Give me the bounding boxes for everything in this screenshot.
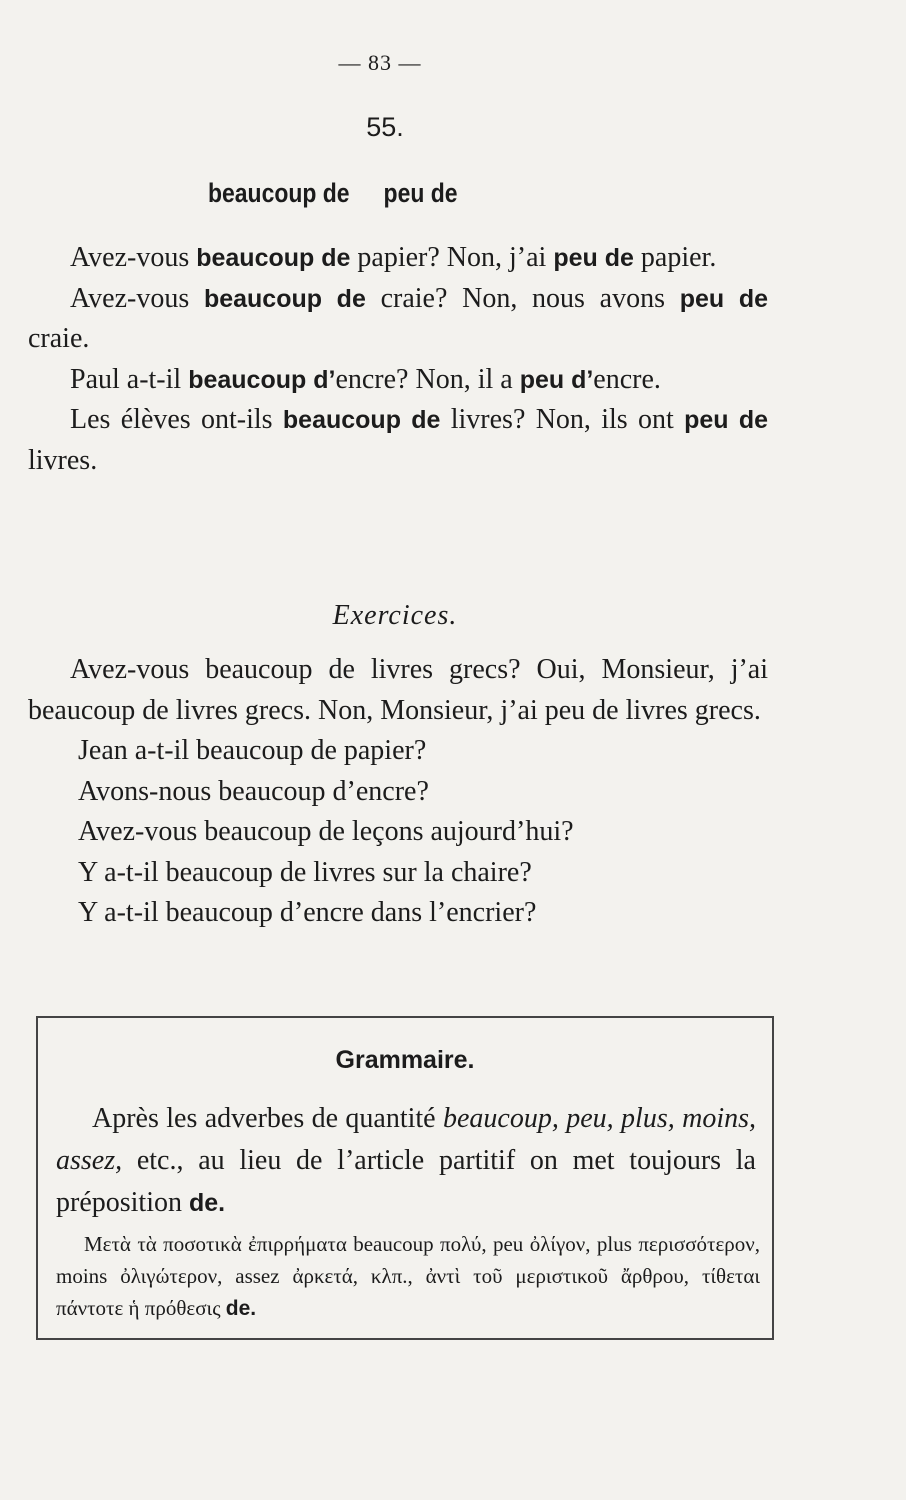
grammar-title: Grammaire. xyxy=(335,1046,475,1074)
example-paragraph: Paul a-t-il beaucoup d’encre? Non, il a peu d’encre. xyxy=(70,363,661,395)
lesson-title xyxy=(208,178,458,209)
title-right: peu de xyxy=(383,178,458,208)
page-number: — 83 — xyxy=(338,50,422,75)
lesson-number: 55. xyxy=(366,112,404,142)
example-paragraph: Avez-vous beaucoup de craie? Non, nous avons peu de craie. xyxy=(28,282,768,354)
exercise-question: Avons-nous beaucoup d’encre? xyxy=(78,775,429,807)
exercise-question: Y a-t-il beaucoup d’encre dans l’encrier? xyxy=(78,897,537,928)
exercise-intro: Avez-vous beaucoup de livres grecs? Oui, Monsieur, j’ai beaucoup de livres grecs. Non, Monsieur, j’ai peu de livres grecs. xyxy=(28,654,768,726)
exercise-question: Avez-vous beaucoup de leçons aujourd’hui? xyxy=(78,816,574,847)
grammar-rule-greek: Μετὰ τὰ ποσοτικὰ ἐπιρρήματα beaucoup πολύ, peu ὀλίγον, plus περισσότερον, moins ὀλιγώτερον, assez ἀρκετά, κλπ., ἀντὶ τοῦ μεριστικοῦ ἄρθρου, τίθεται πάντοτε ἡ πρόθεσις de. xyxy=(56,1232,760,1320)
exercises-list xyxy=(28,650,768,934)
exercise-question: Jean a-t-il beaucoup de papier? xyxy=(78,735,427,766)
exercises-heading: Exercices. xyxy=(332,600,458,631)
example-paragraph: Les élèves ont-ils beaucoup de livres? Non, ils ont peu de livres. xyxy=(28,404,768,476)
grammar-box xyxy=(36,1016,774,1340)
title-left: beaucoup de xyxy=(208,178,350,208)
example-paragraph: Avez-vous beaucoup de papier? Non, j’ai peu de papier. xyxy=(70,242,717,273)
grammar-rule-french: Après les adverbes de quantité beaucoup, peu, plus, moins, assez, etc., au lieu de l’article partitif on met toujours la préposition de. xyxy=(56,1103,756,1218)
exercise-question: Y a-t-il beaucoup de livres sur la chaire? xyxy=(78,856,532,888)
example-sentences xyxy=(28,238,768,481)
